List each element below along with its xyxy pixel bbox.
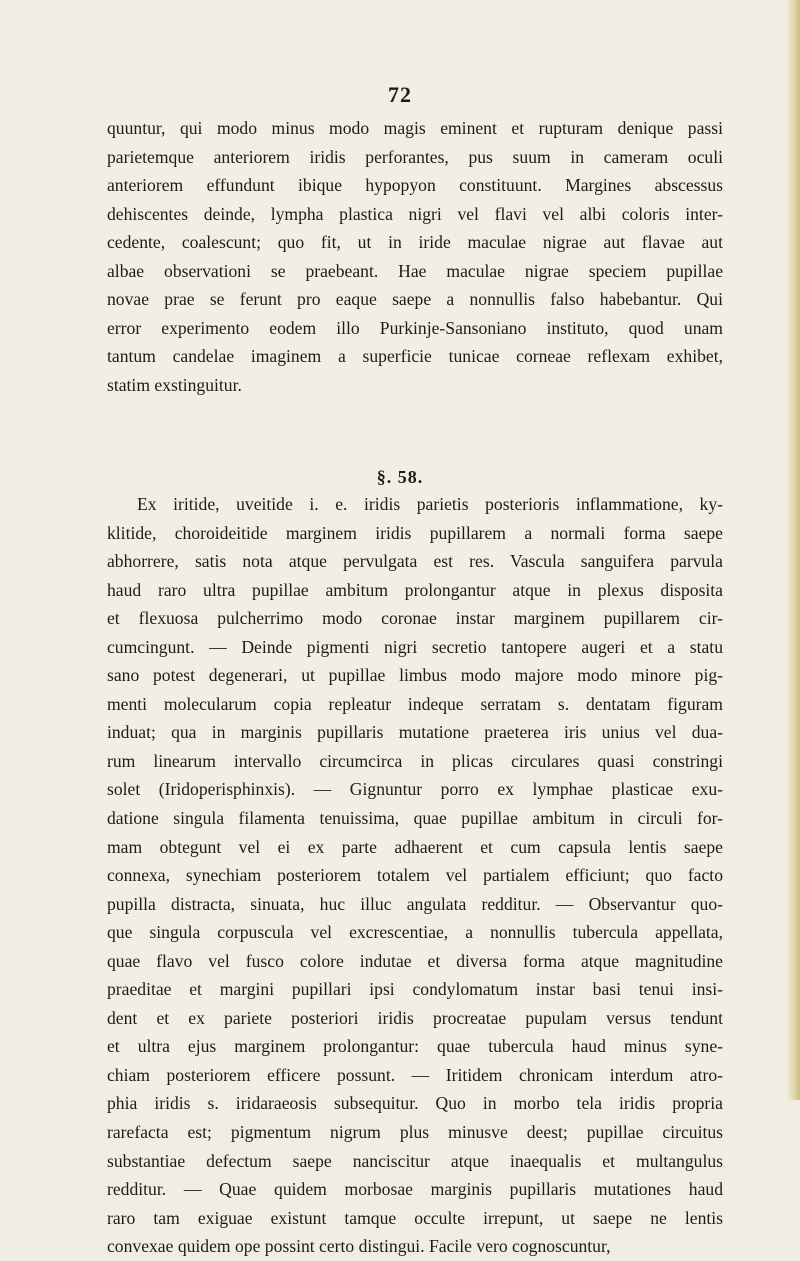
text-line: error experimento eodem illo Purkinje-Sansoniano instituto, quod unam [107, 317, 723, 338]
text-line: rarefacta est; pigmentum nigrum plus minusve deest; pupillae circuitus [107, 1122, 723, 1143]
text-line: induat; qua in marginis pupillaris mutatione praeterea iris unius vel dua- [107, 722, 723, 743]
text-line: et ultra ejus marginem prolongantur: quae tubercula haud minus syne- [107, 1036, 723, 1057]
text-line: raro tam exiguae existunt tamque occulte irrepunt, ut saepe ne lentis [107, 1207, 723, 1228]
text-line: haud raro ultra pupillae ambitum prolongantur atque in plexus disposita [107, 579, 723, 600]
text-line: Ex iritide, uveitide i. e. iridis parietis posterioris inflammatione, ky- [137, 494, 723, 514]
text-line: solet (Iridoperisphinxis). — Gignuntur porro ex lymphae plasticae exu- [107, 779, 723, 800]
text-line: cumcingunt. — Deinde pigmenti nigri secretio tantopere augeri et a statu [107, 636, 723, 657]
text-line: et flexuosa pulcherrimo modo coronae instar marginem pupillarem cir- [107, 608, 723, 629]
text-line: pupilla distracta, sinuata, huc illuc angulata redditur. — Observantur quo- [107, 893, 723, 914]
text-line: abhorrere, satis nota atque pervulgata est res. Vascula sanguifera parvula [107, 551, 723, 572]
text-line: phia iridis s. iridaraeosis subsequitur. Quo in morbo tela iridis propria [107, 1093, 723, 1114]
text-line: quuntur, qui modo minus modo magis eminent et rupturam denique passi [107, 118, 723, 138]
text-line: parietemque anteriorem iridis perforantes, pus suum in cameram oculi [107, 146, 723, 167]
text-line: novae prae se ferunt pro eaque saepe a nonnullis falso habebantur. Qui [107, 289, 723, 310]
text-line: mam obtegunt vel ei ex parte adhaerent et cum capsula lentis saepe [107, 836, 723, 857]
text-line: sano potest degenerari, ut pupillae limbus modo majore modo minore pig- [107, 665, 723, 686]
page-number: 72 [388, 82, 412, 107]
text-line: que singula corpuscula vel excrescentiae, a nonnullis tubercula appellata, [107, 922, 723, 943]
text-line: connexa, synechiam posteriorem totalem vel partialem efficiunt; quo facto [107, 865, 723, 886]
text-line: dehiscentes deinde, lympha plastica nigri vel flavi vel albi coloris inter- [107, 203, 723, 224]
text-line: quae flavo vel fusco colore indutae et diversa forma atque magnitudine [107, 950, 723, 971]
text-line: tantum candelae imaginem a superficie tunicae corneae reflexam exhibet, [107, 346, 723, 367]
text-line: convexae quidem ope possint certo distingui. Facile vero cognoscuntur, [107, 1236, 611, 1257]
text-line: anteriorem effundunt ibique hypopyon constituunt. Margines abscessus [107, 175, 723, 196]
page-edge-shadow [786, 0, 800, 1100]
text-line: menti molecularum copia repleatur indeque serratam s. dentatam figuram [107, 693, 723, 714]
text-line: statim exstinguitur. [107, 374, 242, 395]
text-line: dent et ex pariete posteriori iridis procreatae pupulam versus tendunt [107, 1007, 723, 1028]
text-line: klitide, choroideitide marginem iridis pupillarem a normali forma saepe [107, 522, 723, 543]
text-line: datione singula filamenta tenuissima, quae pupillae ambitum in circuli for- [107, 808, 723, 829]
paragraph-1 [107, 114, 723, 399]
text-line: redditur. — Quae quidem morbosae marginis pupillaris mutationes haud [107, 1179, 723, 1200]
text-line: cedente, coalescunt; quo fit, ut in iride maculae nigrae aut flavae aut [107, 232, 723, 253]
section-heading: §. 58. [376, 467, 424, 487]
text-line: rum linearum intervallo circumcirca in plicas circulares quasi constringi [107, 750, 723, 771]
text-line: albae observationi se praebeant. Hae maculae nigrae speciem pupillae [107, 260, 723, 281]
paragraph-2 [107, 490, 723, 1261]
text-line: substantiae defectum saepe nanciscitur atque inaequalis et multangulus [107, 1150, 723, 1171]
text-line: chiam posteriorem efficere possunt. — Iritidem chronicam interdum atro- [107, 1064, 723, 1085]
text-line: praeditae et margini pupillari ipsi condylomatum instar basi tenui insi- [107, 979, 723, 1000]
